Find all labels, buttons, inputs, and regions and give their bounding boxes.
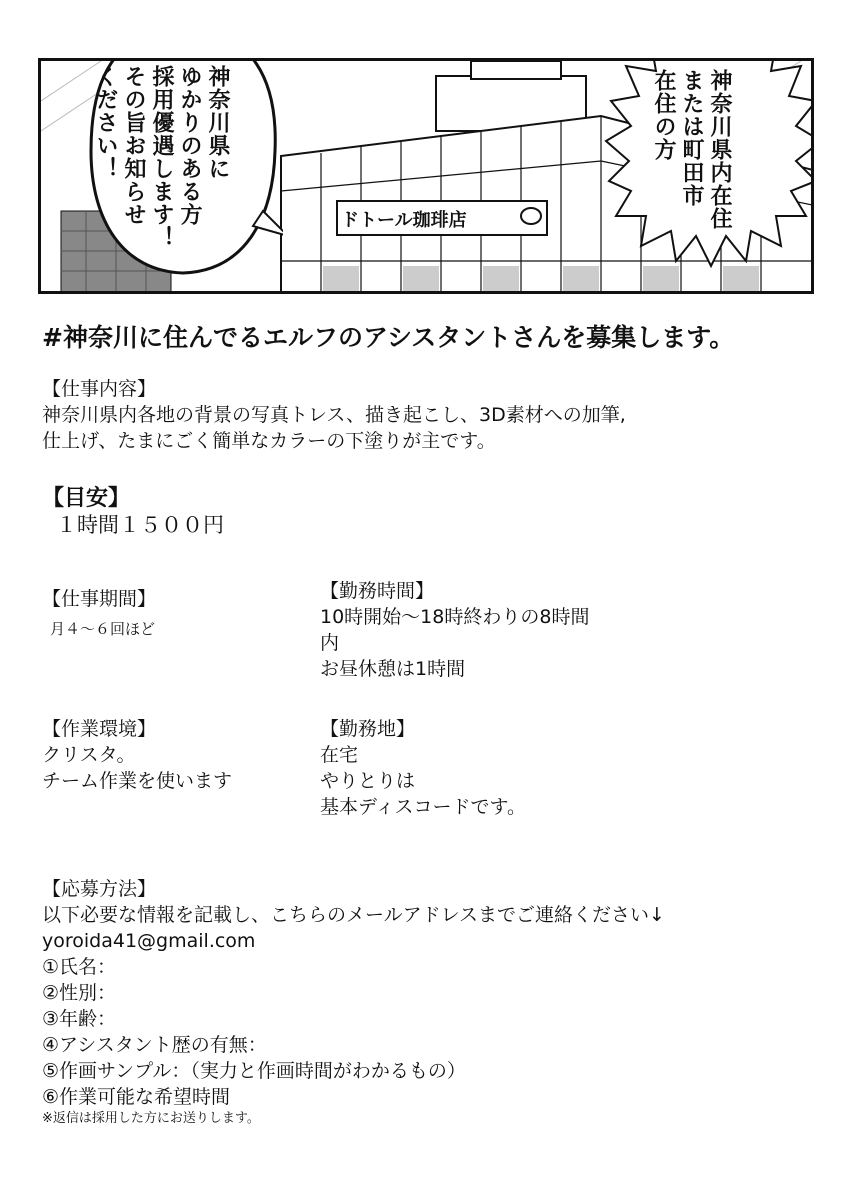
- rate-section: [42, 486, 224, 538]
- page-title: #神奈川に住んでるエルフのアシスタントさんを募集します。: [42, 323, 735, 352]
- apply-label: 【応募方法】: [42, 878, 157, 900]
- apply-item: ①氏名：: [42, 956, 117, 978]
- hours-label: 【勤務時間】: [320, 580, 435, 602]
- location-line: 基本ディスコードです。: [320, 796, 526, 818]
- job-content-line: 神奈川県内各地の背景の写真トレス、描き起こし、3D素材への加筆,: [42, 404, 626, 426]
- cafe-sign-text: ドトール珈琲店: [341, 210, 467, 231]
- period-label: 【仕事期間】: [42, 588, 157, 610]
- environment-section: [42, 716, 232, 794]
- environment-line: チーム作業を使います: [42, 770, 233, 792]
- hours-line: お昼休憩は1時間: [320, 658, 466, 680]
- location-line: やりとりは: [320, 770, 416, 792]
- hours-section: [320, 578, 589, 682]
- apply-item: ⑤作画サンプル：（実力と作画時間がわかるもの）: [42, 1060, 466, 1082]
- hours-line: 内: [320, 632, 340, 654]
- apply-note: ※返信は採用した方にお送りします。: [42, 1111, 260, 1126]
- location-section: [320, 716, 526, 820]
- period-value: 月４～６回ほど: [50, 620, 156, 638]
- apply-item: ③年齢：: [42, 1008, 117, 1030]
- speech-left-text: 神奈川県に ゆかりのある方 採用優遇します！ その旨お知らせ ください！: [93, 65, 230, 249]
- environment-label: 【作業環境】: [42, 718, 157, 740]
- apply-intro: 以下必要な情報を記載し、こちらのメールアドレスまでご連絡ください↓: [42, 904, 665, 926]
- speech-right-text: 神奈川県内在住 または町田市 在住の方: [651, 69, 732, 230]
- manga-panel: [38, 58, 814, 294]
- location-label: 【勤務地】: [320, 718, 416, 740]
- hours-line: 10時開始～18時終わりの8時間: [320, 606, 590, 628]
- apply-section: [42, 876, 665, 1128]
- job-content-line: 仕上げ、たまにごく簡単なカラーの下塗りが主です。: [42, 430, 496, 452]
- rate-label: 【目安】: [42, 486, 131, 511]
- job-content-section: [42, 376, 626, 454]
- environment-line: クリスタ。: [42, 744, 136, 766]
- location-line: 在宅: [320, 744, 359, 766]
- rate-value: １時間１５００円: [56, 513, 224, 537]
- apply-item: ②性別：: [42, 982, 117, 1004]
- email-link[interactable]: yoroida41@gmail.com: [42, 930, 256, 952]
- job-content-label: 【仕事内容】: [42, 378, 157, 400]
- apply-item: ⑥作業可能な希望時間: [42, 1086, 231, 1108]
- apply-item: ④アシスタント歴の有無：: [42, 1034, 267, 1056]
- period-section: [42, 586, 156, 642]
